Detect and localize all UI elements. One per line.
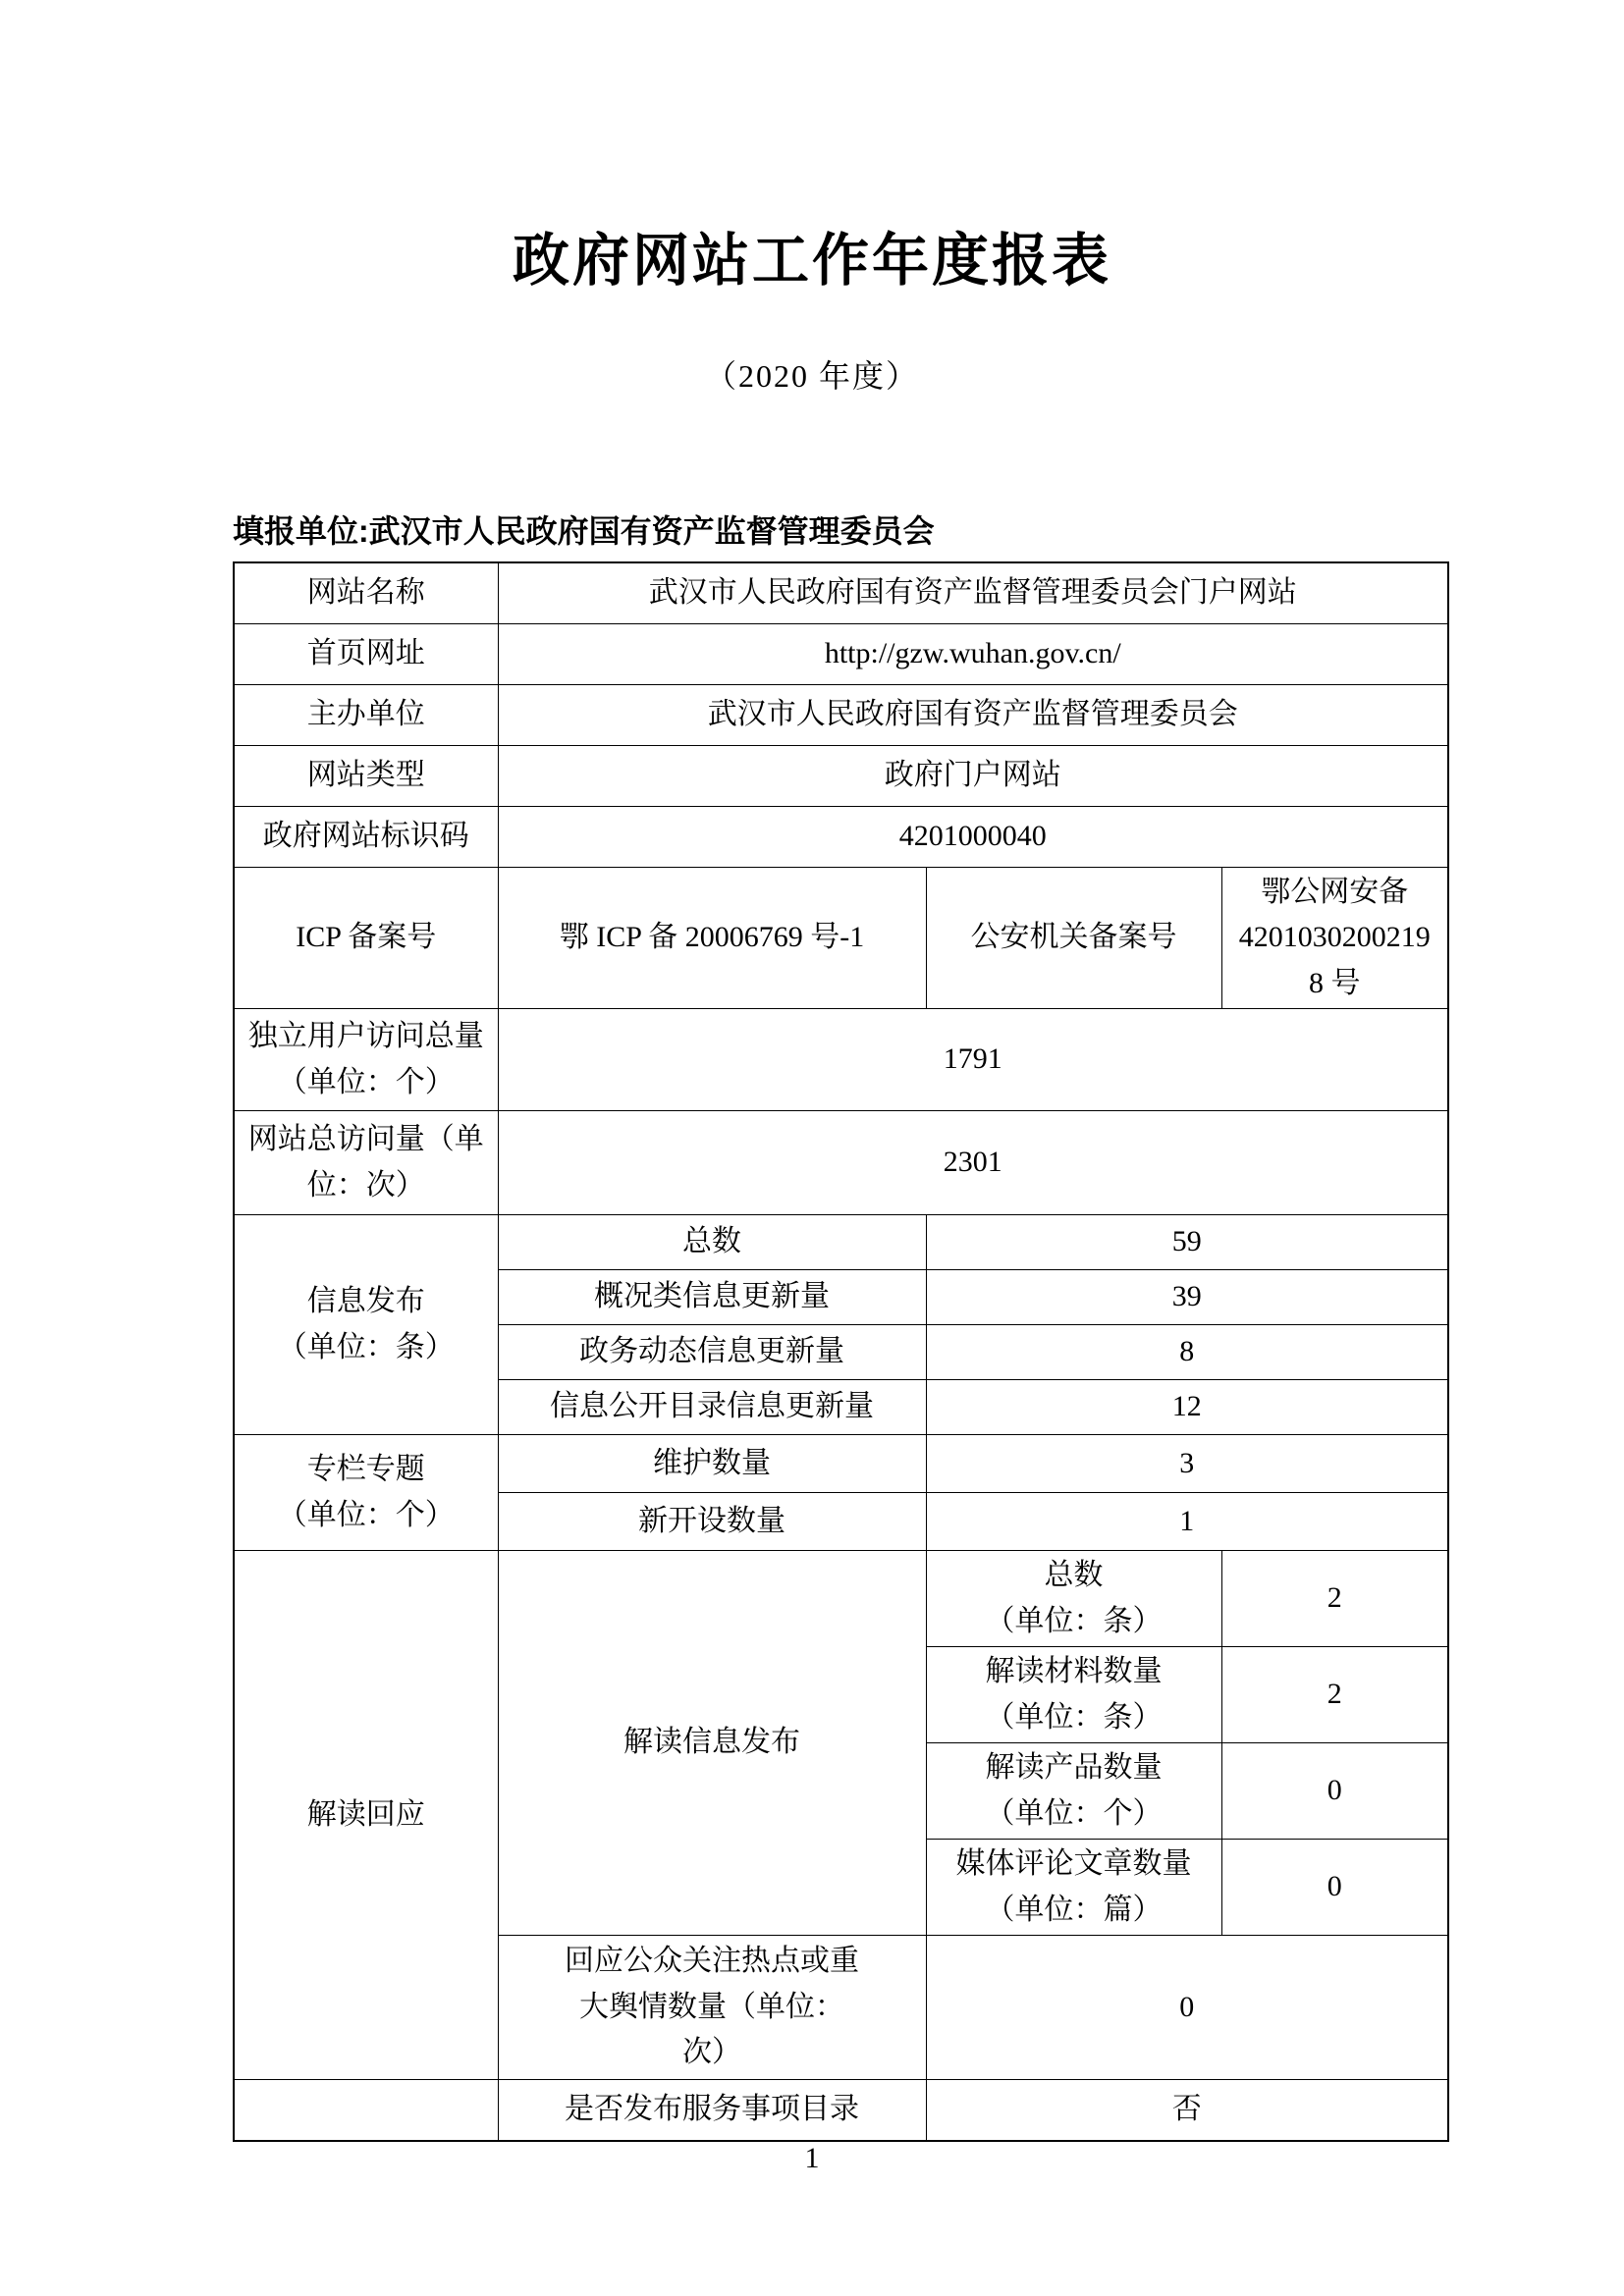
website-name-value: 武汉市人民政府国有资产监督管理委员会门户网站 (498, 562, 1448, 623)
unique-visitors-value: 1791 (498, 1009, 1448, 1111)
service-catalog-label: 是否发布服务事项目录 (498, 2080, 926, 2141)
table-row (234, 1009, 1448, 1111)
interpretation-products-unit: （单位：个） (985, 1796, 1163, 1830)
table-row (234, 684, 1448, 745)
icp-label: ICP 备案号 (234, 867, 498, 1009)
table-row (234, 1215, 1448, 1270)
overview-updates-label: 概况类信息更新量 (498, 1270, 926, 1325)
page-title: 政府网站工作年度报表 (512, 229, 1111, 293)
table-row (234, 2080, 1448, 2141)
table-row (234, 1435, 1448, 1493)
interpretation-total-label (926, 1551, 1221, 1647)
interpretation-materials-unit: （单位：条） (985, 1700, 1163, 1734)
gov-news-updates-label: 政务动态信息更新量 (498, 1325, 926, 1380)
maintained-count-value: 3 (926, 1435, 1448, 1493)
icp-value: 鄂 ICP 备 20006769 号-1 (498, 867, 926, 1009)
table-row (234, 623, 1448, 684)
empty-cell (234, 2080, 498, 2141)
homepage-url-label: 首页网址 (234, 623, 498, 684)
info-publish-group-unit: （单位：条） (277, 1330, 455, 1363)
site-id-code-value: 4201000040 (498, 806, 1448, 867)
website-name-label: 网站名称 (234, 562, 498, 623)
interpretation-materials-value: 2 (1221, 1647, 1448, 1743)
table-row (234, 562, 1448, 623)
interpretation-total-unit: （单位：条） (985, 1604, 1163, 1637)
interpretation-total-label-text: 总数 (1044, 1559, 1104, 1591)
public-response-label: 回应公众关注热点或重大舆情数量（单位：次） (565, 1945, 859, 2069)
page-number: 1 (804, 2142, 820, 2174)
gov-news-updates-value: 8 (926, 1325, 1448, 1380)
overview-updates-value: 39 (926, 1270, 1448, 1325)
maintained-count-label: 维护数量 (498, 1435, 926, 1493)
interpretation-products-value: 0 (1221, 1743, 1448, 1840)
interpretation-products-label-text: 解读产品数量 (985, 1751, 1163, 1784)
special-columns-group-cell (234, 1435, 498, 1551)
page-subtitle: （2020 年度） (704, 358, 919, 394)
public-response-label-cell (498, 1936, 926, 2080)
interpretation-publish-cell: 解读信息发布 (498, 1551, 926, 1936)
table-row (234, 806, 1448, 867)
interpretation-materials-label-text: 解读材料数量 (985, 1655, 1163, 1687)
reporting-unit-line: 填报单位:武汉市人民政府国有资产监督管理委员会 (233, 513, 935, 549)
security-filing-value: 鄂公网安备 42010302002198 号 (1221, 867, 1448, 1009)
website-type-label: 网站类型 (234, 745, 498, 806)
table-row (234, 745, 1448, 806)
media-commentary-label (926, 1840, 1221, 1936)
table-row (234, 1551, 1448, 1647)
media-commentary-label-text: 媒体评论文章数量 (955, 1847, 1192, 1880)
special-columns-group-unit: （单位：个） (277, 1498, 455, 1531)
info-publish-group-label: 信息发布 (306, 1285, 425, 1317)
service-catalog-value: 否 (926, 2080, 1448, 2141)
sponsor-unit-label: 主办单位 (234, 684, 498, 745)
media-commentary-value: 0 (1221, 1840, 1448, 1936)
disclosure-updates-label: 信息公开目录信息更新量 (498, 1380, 926, 1435)
table-row (234, 867, 1448, 1009)
public-response-value: 0 (926, 1936, 1448, 2080)
total-visits-value: 2301 (498, 1111, 1448, 1215)
security-filing-label: 公安机关备案号 (926, 867, 1221, 1009)
table-row (234, 1111, 1448, 1215)
website-type-value: 政府门户网站 (498, 745, 1448, 806)
homepage-url-value: http://gzw.wuhan.gov.cn/ (498, 623, 1448, 684)
site-id-code-label: 政府网站标识码 (234, 806, 498, 867)
media-commentary-unit: （单位：篇） (985, 1893, 1163, 1926)
special-columns-group-label: 专栏专题 (306, 1453, 425, 1485)
disclosure-updates-value: 12 (926, 1380, 1448, 1435)
info-total-value: 59 (926, 1215, 1448, 1270)
newly-opened-count-value: 1 (926, 1493, 1448, 1551)
newly-opened-count-label: 新开设数量 (498, 1493, 926, 1551)
sponsor-unit-value: 武汉市人民政府国有资产监督管理委员会 (498, 684, 1448, 745)
info-total-label: 总数 (498, 1215, 926, 1270)
interpretation-materials-label (926, 1647, 1221, 1743)
interpretation-total-value: 2 (1221, 1551, 1448, 1647)
total-visits-label: 网站总访问量（单位：次） (234, 1111, 498, 1215)
annual-report-table (233, 561, 1449, 2142)
info-publish-group-cell (234, 1215, 498, 1435)
interpretation-products-label (926, 1743, 1221, 1840)
unique-visitors-label: 独立用户访问总量（单位：个） (234, 1009, 498, 1111)
interpretation-group-cell: 解读回应 (234, 1551, 498, 2080)
